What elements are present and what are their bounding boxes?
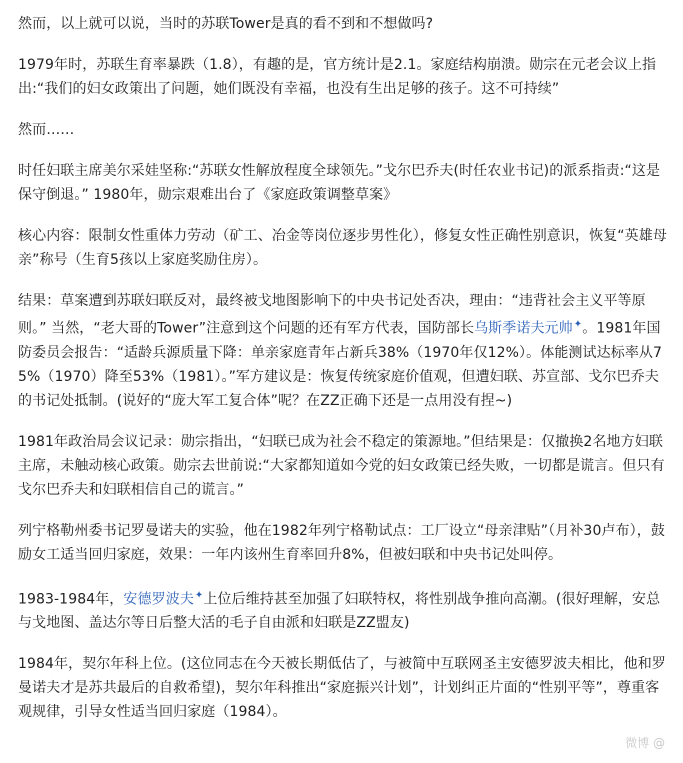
paragraph-text: 1979年时，苏联生育率暴跌（1.8），有趣的是，官方统计是2.1。家庭结构崩溃。勋宗在元老会议上指出:“我们的妇女政策出了问题，她们既没有幸福，也没有生出足够的孩子。这不可持续”	[18, 57, 657, 97]
paragraph-text: 然而……	[18, 122, 75, 138]
sparkle-icon: ✦	[573, 319, 583, 330]
sparkle-icon: ✦	[194, 589, 204, 601]
paragraph-9	[18, 652, 668, 724]
link-andropov[interactable]: 安德罗波夫	[123, 591, 194, 608]
paragraph-text: 然而，以上就可以说，当时的苏联Tower是真的看不到和不想做吗?	[18, 16, 434, 32]
paragraph-text: 1981年政治局会议记录：勋宗指出，“妇联已成为社会不稳定的策源地。”但结果是：仅撤换2名地方妇联主席，未触动核心政策。勋宗去世前说:“大家都知道如今党的妇女政策已经失败，一切都是谎言。但只有戈尔巴乔夫和妇联相信自己的谎言。”	[18, 433, 665, 498]
paragraph-1	[18, 53, 668, 101]
paragraph-0	[18, 12, 668, 36]
article-body	[18, 12, 668, 741]
paragraph-text: 。1981年国防委员会报告：“适龄兵源质量下降：单亲家庭青年占新兵38%（1970年仅12%）。体能测试达标率从75%（1970）降至53%（1981）。”军方建议是：恢复传统家庭价值观，但遭妇联、苏宣部、戈尔巴乔夫的书记处抵制。(说好的“庞大军工复合体”呢？在ZZ正确下还是一点用没有捏~)	[18, 320, 663, 409]
paragraph-7	[18, 519, 668, 567]
paragraph-8	[18, 584, 668, 636]
paragraph-5	[18, 289, 668, 413]
paragraph-3	[18, 159, 668, 207]
paragraph-text: 结果：草案遭到苏联妇联反对，最终被戈地图影响下的中央书记处否决，理由：“违背社会主义平等原则。” 当然，“老大哥的Tower”注意到这个问题的还有军方代表，国防部长	[18, 293, 646, 337]
paragraph-4	[18, 224, 668, 272]
paragraph-text: 时任妇联主席美尔采娃坚称:“苏联女性解放程度全球领先。”戈尔巴乔夫(时任农业书记)的派系指责:“这是保守倒退。” 1980年，勋宗艰难出台了《家庭政策调整草案》	[18, 163, 661, 203]
paragraph-text: 1983-1984年，	[18, 591, 124, 608]
paragraph-2	[18, 118, 668, 142]
paragraph-text: 上位后维持甚至加强了妇联特权，将性别战争推向高潮。(很好理解，安总与戈地图、盖达尔等日后整大活的毛子自由派和妇联是ZZ盟友)	[18, 591, 661, 632]
link-ustinov[interactable]: 乌斯季诺夫元帅	[474, 320, 573, 337]
paragraph-text: 列宁格勒州委书记罗曼诺夫的实验，他在1982年列宁格勒试点：工厂设立“母亲津贴”（月补30卢布），鼓励女工适当回归家庭，效果：一年内该州生育率回升8%，但被妇联和中央书记处叫停。	[18, 522, 665, 563]
watermark: 微博 @	[625, 736, 665, 750]
paragraph-text: 核心内容：限制女性重体力劳动（矿工、冶金等岗位逐步男性化），修复女性正确性别意识，恢复“英雄母亲”称号（生育5孩以上家庭奖励住房）。	[18, 228, 667, 268]
paragraph-text: 1984年，契尔年科上位。(这位同志在今天被长期低估了，与被简中互联网圣主安德罗波夫相比，他和罗曼诺夫才是苏共最后的自救希望)，契尔年科推出“家庭振兴计划”，计划纠正片面的“性别平等”，尊重客观规律，引导女性适当回归家庭（1984）。	[18, 656, 666, 721]
paragraph-6	[18, 430, 668, 502]
